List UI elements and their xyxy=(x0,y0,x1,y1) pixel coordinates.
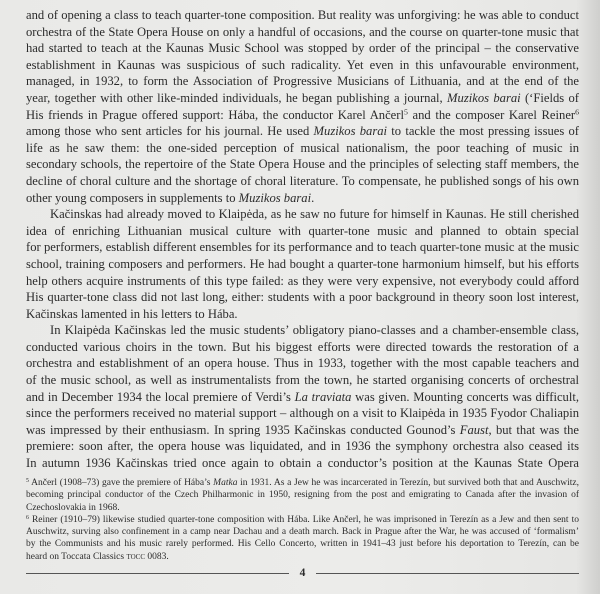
body-line xyxy=(26,107,579,124)
body-line xyxy=(26,140,579,157)
text-run: orchestra and establishment of an opera house. Thus in 1933, together with the most capable teachers and xyxy=(26,356,579,371)
text-run: In Klaipėda Kačinskas led the music students’ obligatory piano-classes and a chamber-ensemble class, xyxy=(50,323,579,338)
text-run: In autumn 1936 Kačinskas tried once again to obtain a conductor’s position at the Kaunas State Opera xyxy=(26,456,579,471)
text-run: for performers, establish different ensembles for its performance and to teach quarter-tone music at the music xyxy=(26,240,579,255)
body-line xyxy=(26,355,579,372)
text-run: idea of enriching Lithuanian musical culture with quarter-tone music and planned to obtain special xyxy=(26,223,579,238)
page-footer xyxy=(26,566,579,580)
text-run: school, training composers and performers. He had bought a quarter-tone harmonium himself, but his efforts xyxy=(26,256,579,271)
text-run: in 1931. As a Jew he was incarcerated in Terezín, but survived both that and Auschwitz, xyxy=(237,478,579,488)
body-line xyxy=(26,190,579,207)
text-run: was given. Mounting concerts was difficult, xyxy=(351,389,579,404)
text-run: among those who sent articles for his journal. He used xyxy=(26,124,314,139)
footnote-marker: 5 xyxy=(26,477,29,484)
text-run: to tackle the most pressing issues of xyxy=(391,124,579,139)
footer-rule-left xyxy=(26,573,289,574)
text-run: and of opening a class to teach quarter-tone composition. But reality was unforgiving: he was able to conduct xyxy=(26,8,579,22)
text-run: help others acquire instruments of this type failed: as they were very expensive, not everybody could afford xyxy=(26,273,579,288)
text-run: of the music school, as well as instrumentalists from the town, he started organising concerts of orchestral xyxy=(26,373,579,388)
text-run: and the composer Karel Reiner xyxy=(407,107,576,122)
body-line xyxy=(26,405,579,422)
body-text xyxy=(26,7,579,472)
body-line xyxy=(26,7,579,24)
text-run: tocc xyxy=(126,551,146,562)
italic-title: Muzikos barai xyxy=(447,90,521,105)
text-run: , but that was the xyxy=(488,422,579,437)
body-line xyxy=(26,289,579,306)
text-run: had started to teach at the Kaunas Music School was stopped by order of the principal – the conservative xyxy=(26,41,579,56)
footnote-line xyxy=(26,538,579,550)
body-line xyxy=(26,156,579,173)
footnote-marker: 6 xyxy=(575,107,579,117)
text-run: since the performers received no material support – although on a visit to Klaipėda in 1935 Fyodor Chaliapin xyxy=(26,406,579,421)
text-run: becoming principal conductor of the Czech Philharmonic in 1950, resigning from the post and emigrating to Canada after the invasion of xyxy=(26,490,579,501)
body-line xyxy=(26,123,579,140)
text-run: Kačinskas lamented in his letters to Hába. xyxy=(26,306,238,321)
text-run: life as he saw them: the one-sided perception of musical nationalism, the poor teaching of music in xyxy=(26,140,579,155)
body-line xyxy=(26,273,579,290)
body-line xyxy=(26,90,579,107)
body-line xyxy=(26,24,579,41)
footer-rule-right xyxy=(316,573,579,574)
text-run: by the Communists and his music rarely performed. His Cello Concerto, written in 1941–43 just before his deportation to Terezín, can be xyxy=(26,539,579,550)
text-run: decline of choral culture and the shortage of choral literature. To compensate, he published songs of his own xyxy=(26,173,579,188)
text-run: year, together with other like-minded individuals, he began publishing a journal, xyxy=(26,90,448,105)
text-run: heard on Toccata Classics xyxy=(26,551,127,562)
body-line xyxy=(26,389,579,406)
italic-title: Matka xyxy=(213,478,238,488)
text-run: managed, in 1932, to form the Association of Progressive Musicians of Lithuania, and at the end of the xyxy=(26,74,579,89)
body-line xyxy=(26,40,579,57)
footnote-marker: 5 xyxy=(403,107,408,117)
body-line xyxy=(26,173,579,190)
italic-title: Faust xyxy=(459,422,489,437)
text-run: Auschwitz, surving also confinement in a camp near Dachau and a death march. Back in Prague after the War, he was accused of ‘formalism’ xyxy=(26,527,579,538)
page-number: 4 xyxy=(299,567,306,579)
footnote-line xyxy=(26,502,579,514)
footnote-line xyxy=(26,477,579,489)
text-run: His friends in Prague offered support: Hába, the conductor Karel Ančerl xyxy=(26,107,404,122)
footnote-line xyxy=(26,514,579,526)
footnote-marker: 6 xyxy=(26,514,29,521)
text-run: Kačinskas had already moved to Klaipėda, as he saw no future for himself in Kaunas. He still cherished xyxy=(50,207,579,222)
text-run: . xyxy=(311,190,315,205)
footnote-line xyxy=(26,551,579,563)
footnotes xyxy=(26,477,579,563)
text-run: Reiner (1910–79) likewise studied quarter-tone composition with Hába. Like Ančerl, he was imprisoned in Terezín as a Jew and then sent to xyxy=(28,514,579,525)
body-line xyxy=(26,223,579,240)
text-run: secondary schools, the repertoire of the State Opera House and the principles of selecting staff members, the xyxy=(26,157,579,172)
italic-title: Muzikos barai xyxy=(313,124,388,139)
body-line xyxy=(26,372,579,389)
body-line xyxy=(26,57,579,74)
text-run: other young composers in supplements to xyxy=(26,190,239,205)
text-run: orchestra of the State Opera House on only a handful of occasions, and the course on quarter-tone music that xyxy=(26,24,579,39)
body-line xyxy=(26,256,579,273)
text-run: His quarter-tone class did not last long, either: students with a poor background in theory soon lost interest, xyxy=(26,290,579,305)
footnote-line xyxy=(26,526,579,538)
text-run: and in December 1934 the local premiere of Verdi’s xyxy=(26,389,295,404)
text-run: conducted various choirs in the town. But his biggest efforts were directed towards the restoration of a xyxy=(26,339,579,354)
text-run: (‘Fields of xyxy=(524,90,579,105)
italic-title: La traviata xyxy=(294,389,352,404)
text-run: Czechoslovakia in 1968. xyxy=(26,502,120,513)
text-run: was impressed by their enthusiasm. In spring 1935 Kačinskas conducted Gounod’s xyxy=(26,422,460,437)
body-line xyxy=(26,206,579,223)
text-run: premiere: soon after, the opera house was liquidated, and in 1936 the symphony orchestra also ceased its xyxy=(26,439,579,454)
body-line xyxy=(26,73,579,90)
text-run: Ančerl (1908–73) gave the premiere of Hába’s xyxy=(28,478,214,488)
body-line xyxy=(26,339,579,356)
body-line xyxy=(26,438,579,455)
text-run: establishment in Kaunas was suspicious of such radicality. Yet even in this unfavourable environment, xyxy=(26,57,579,72)
body-line xyxy=(26,239,579,256)
text-run: 0083. xyxy=(145,551,169,562)
body-line xyxy=(26,422,579,439)
footnote-line xyxy=(26,489,579,501)
body-line xyxy=(26,322,579,339)
body-line xyxy=(26,306,579,323)
body-line xyxy=(26,455,579,472)
italic-title: Muzikos barai xyxy=(238,190,312,205)
